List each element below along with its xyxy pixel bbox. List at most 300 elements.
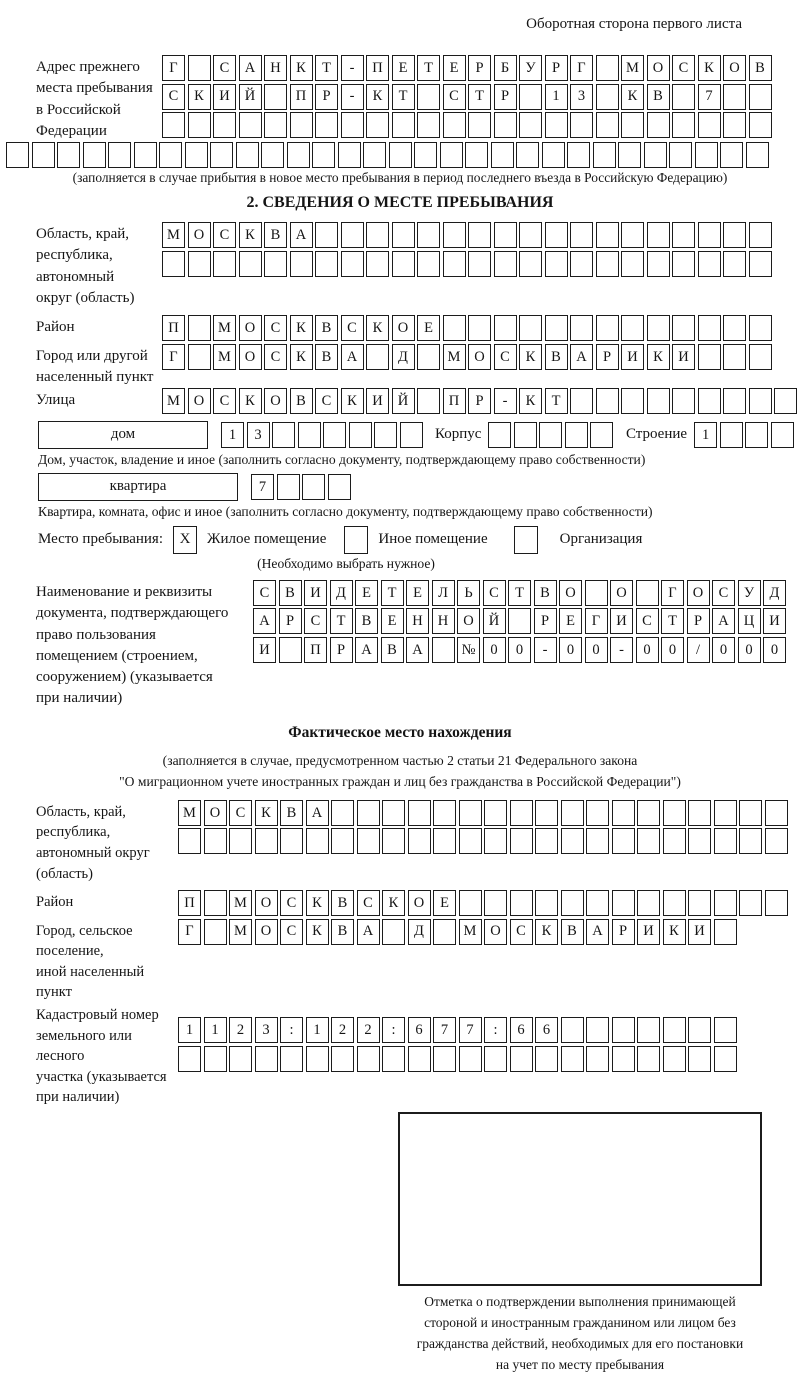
label-line: населенный пункт [36,369,154,386]
actual-district-row [178,890,790,916]
form-cell: О [255,890,278,916]
form-cell [590,422,613,448]
form-cell: Р [330,637,353,663]
form-cell: 1 [221,422,244,448]
form-cell [417,222,440,248]
form-cell [389,142,412,168]
form-cell: О [468,344,491,370]
form-cell [484,890,507,916]
form-cell [570,222,593,248]
form-cell: 0 [738,637,761,663]
form-cell [229,828,252,854]
form-cell [765,828,788,854]
form-cell [468,222,491,248]
form-cell [636,580,659,606]
form-cell [765,800,788,826]
region-row-2 [162,251,774,277]
form-cell [236,142,259,168]
form-cell [688,890,711,916]
form-cell: В [280,800,303,826]
form-cell: С [315,388,338,414]
form-cell [459,800,482,826]
stay-type-block [38,526,794,554]
form-cell: 7 [433,1017,456,1043]
street-row [162,388,800,414]
form-cell [714,919,737,945]
form-cell: А [290,222,313,248]
form-cell [596,55,619,81]
form-cell [382,828,405,854]
form-cell [357,800,380,826]
form-cell [695,142,718,168]
form-cell [688,800,711,826]
form-cell: С [636,608,659,634]
form-cell [510,890,533,916]
form-cell [561,1046,584,1072]
city-row [162,344,774,370]
form-cell: И [304,580,327,606]
option-residential-label: Жилое помещение [207,531,327,548]
district-label: Район [36,319,75,336]
house-note: Дом, участок, владение и иное (заполнить согласно документу, подтверждающему право собственности) [38,451,646,467]
form-cell [698,388,721,414]
form-cell [647,112,670,138]
korpus-label: Корпус [435,426,482,443]
form-cell [749,251,772,277]
actual-city-label [6,919,178,1003]
form-cell [749,344,772,370]
label-line: Город, сельское поселение, [36,922,133,960]
form-cell: И [253,637,276,663]
form-cell: К [290,55,313,81]
prev-address-label [6,55,162,142]
form-cell: Г [162,344,185,370]
form-cell [612,890,635,916]
form-cell: Г [661,580,684,606]
form-cell [647,315,670,341]
form-cell [134,142,157,168]
form-cell [535,800,558,826]
form-cell [264,84,287,110]
document-row-1 [253,580,789,606]
district-block [6,315,794,344]
form-cell [488,422,511,448]
form-cell [586,890,609,916]
form-cell: В [381,637,404,663]
form-cell [723,315,746,341]
label-line: сооружением) (указывается [36,669,213,686]
form-cell: Г [178,919,201,945]
form-cell: / [687,637,710,663]
form-cell: А [355,637,378,663]
form-cell [357,828,380,854]
form-cell [545,251,568,277]
form-cell [535,890,558,916]
form-cell: О [392,315,415,341]
form-cell: 0 [712,637,735,663]
form-cell [331,828,354,854]
label-line: Адрес прежнего [36,59,140,75]
option-organization-label: Организация [559,531,643,548]
form-cell: 6 [510,1017,533,1043]
form-cell [745,422,768,448]
form-cell [698,112,721,138]
form-cell: Р [545,55,568,81]
form-cell: П [443,388,466,414]
form-cell: С [162,84,185,110]
form-cell [621,112,644,138]
form-cell [535,1046,558,1072]
form-cell [494,315,517,341]
cadastre-block [6,1003,794,1108]
form-cell [672,315,695,341]
actual-region-row-2 [178,828,790,854]
form-cell [178,1046,201,1072]
form-cell [239,251,262,277]
form-cell [596,315,619,341]
form-cell: О [687,580,710,606]
form-cell [366,112,389,138]
form-cell: К [255,800,278,826]
label-line: в Российской [36,101,121,118]
form-cell [32,142,55,168]
form-cell: А [306,800,329,826]
note-line: (заполняется в случае, предусмотренном частью 2 статьи 21 Федерального закона [162,752,638,768]
form-cell [298,422,321,448]
form-cell [519,222,542,248]
apartment-box-label: квартира [38,473,238,501]
form-cell [561,800,584,826]
form-cell [663,890,686,916]
form-cell [459,1046,482,1072]
form-cell: А [712,608,735,634]
form-cell [621,222,644,248]
form-cell: - [610,637,633,663]
form-cell: М [213,344,236,370]
form-cell: О [559,580,582,606]
form-cell [637,828,660,854]
label-line: документа, подтверждающего [36,605,229,622]
form-cell: Т [330,608,353,634]
form-cell [714,1017,737,1043]
form-cell: К [519,388,542,414]
form-cell [596,84,619,110]
form-cell [108,142,131,168]
form-cell [264,251,287,277]
form-cell [363,142,386,168]
form-cell: П [162,315,185,341]
form-cell [774,388,797,414]
form-cell [459,890,482,916]
form-cell [618,142,641,168]
form-cell: В [315,344,338,370]
form-cell [264,112,287,138]
page-side-note: Оборотная сторона первого листа [526,16,742,32]
form-cell [570,315,593,341]
form-cell [637,890,660,916]
form-cell [570,251,593,277]
form-cell [698,251,721,277]
form-cell: П [366,55,389,81]
form-cell [539,422,562,448]
form-cell: К [188,84,211,110]
actual-region-label [6,800,178,884]
form-cell: А [406,637,429,663]
form-cell [443,251,466,277]
form-cell: С [264,344,287,370]
form-cell [647,251,670,277]
form-cell: В [331,919,354,945]
form-cell: М [443,344,466,370]
form-cell: И [366,388,389,414]
form-cell [432,637,455,663]
form-cell [374,422,397,448]
form-cell: М [229,919,252,945]
form-cell [465,142,488,168]
form-cell [723,388,746,414]
form-cell [714,828,737,854]
form-cell: 1 [306,1017,329,1043]
form-cell [229,1046,252,1072]
form-cell [519,251,542,277]
form-cell: 3 [255,1017,278,1043]
form-cell [382,800,405,826]
section2-title: 2. СВЕДЕНИЯ О МЕСТЕ ПРЕБЫВАНИЯ [246,194,554,212]
form-cell: К [698,55,721,81]
form-cell [306,1046,329,1072]
actual-region-row-1 [178,800,790,826]
caption-line: гражданства действий, необходимых для его постановки [416,1335,744,1351]
form-cell [637,1046,660,1072]
form-cell [162,251,185,277]
form-cell [669,142,692,168]
form-cell: А [253,608,276,634]
form-cell: О [408,890,431,916]
form-cell [188,315,211,341]
form-cell [672,222,695,248]
form-cell [771,422,794,448]
stamp-block [6,1112,794,1376]
checkbox-other-premises [344,526,368,554]
form-cell: № [457,637,480,663]
form-cell [338,142,361,168]
form-cell [162,112,185,138]
form-cell: И [672,344,695,370]
form-cell [302,474,325,500]
form-cell [443,112,466,138]
form-cell [331,800,354,826]
form-cell: Й [392,388,415,414]
form-cell: В [290,388,313,414]
actual-region-block [6,800,794,884]
form-cell [672,84,695,110]
checkbox-organization [514,526,538,554]
form-cell [484,1046,507,1072]
form-cell: К [290,315,313,341]
form-cell: К [306,919,329,945]
form-cell: Р [687,608,710,634]
form-cell: В [749,55,772,81]
form-cell [366,222,389,248]
form-cell [272,422,295,448]
form-cell [433,919,456,945]
form-cell [672,251,695,277]
form-cell: Е [381,608,404,634]
label-line: право пользования [36,626,156,643]
form-cell [494,112,517,138]
form-cell: Т [468,84,491,110]
form-cell [178,828,201,854]
city-block [6,344,794,389]
form-cell [739,800,762,826]
form-cell [596,388,619,414]
form-cell: Р [534,608,557,634]
form-cell: Р [468,55,491,81]
form-cell [723,344,746,370]
form-cell: М [162,388,185,414]
form-cell: А [341,344,364,370]
form-cell: 7 [459,1017,482,1043]
form-cell: Д [763,580,786,606]
form-cell: М [162,222,185,248]
form-cell: Р [468,388,491,414]
form-cell [213,251,236,277]
form-cell [723,112,746,138]
actual-city-block [6,919,794,1003]
form-cell [491,142,514,168]
form-cell [323,422,346,448]
prev-address-row-3 [162,112,774,138]
form-cell [188,55,211,81]
form-cell: К [621,84,644,110]
form-cell: Е [406,580,429,606]
form-cell: Е [417,315,440,341]
form-cell: В [331,890,354,916]
form-cell [468,251,491,277]
form-cell [417,344,440,370]
apartment-block [38,473,794,501]
form-cell [408,1046,431,1072]
form-cell [698,315,721,341]
label-line: республика, [36,247,113,264]
label-line: Кадастровый номер [36,1007,159,1023]
form-cell [188,251,211,277]
form-cell: С [357,890,380,916]
form-cell: Д [392,344,415,370]
form-cell: Р [596,344,619,370]
form-cell [545,315,568,341]
document-row-3 [253,637,789,663]
form-cell: М [229,890,252,916]
form-cell: К [663,919,686,945]
cadastre-row-1 [178,1017,739,1043]
form-cell [341,222,364,248]
form-cell: С [213,222,236,248]
form-cell [545,112,568,138]
form-cell [408,828,431,854]
form-cell: М [621,55,644,81]
form-cell [468,112,491,138]
form-cell: П [290,84,313,110]
label-line: Область, край, [36,803,126,820]
form-cell: 6 [408,1017,431,1043]
form-cell [586,828,609,854]
label-line: Город или другой [36,347,148,364]
form-cell: О [188,388,211,414]
form-cell: 1 [204,1017,227,1043]
form-cell [739,890,762,916]
city-label [6,344,162,389]
form-cell [519,315,542,341]
form-cell [468,315,491,341]
form-cell: К [366,84,389,110]
form-cell [688,828,711,854]
form-cell [593,142,616,168]
form-cell [382,919,405,945]
form-cell: Й [483,608,506,634]
label-line: земельного или лесного [36,1027,132,1065]
form-cell: С [341,315,364,341]
form-cell: 0 [661,637,684,663]
document-block [6,580,794,710]
form-cell [433,828,456,854]
form-cell [663,828,686,854]
street-label: Улица [36,392,76,409]
form-cell [279,637,302,663]
document-label [6,580,253,710]
form-cell: К [290,344,313,370]
checkbox-residential: X [173,526,197,554]
label-line: Область, край, [36,226,130,243]
form-cell: И [688,919,711,945]
form-cell [519,84,542,110]
form-cell [414,142,437,168]
form-cell [213,112,236,138]
form-cell: Ь [457,580,480,606]
form-cell [672,388,695,414]
form-cell: К [306,890,329,916]
form-cell [612,1046,635,1072]
form-cell [698,222,721,248]
stay-type-label: Место пребывания: [38,531,163,548]
document-row-2 [253,608,789,634]
district-row [162,315,774,341]
form-cell [315,112,338,138]
form-cell: 7 [251,474,274,500]
form-cell [567,142,590,168]
form-cell: О [188,222,211,248]
form-cell: С [443,84,466,110]
form-cell: Р [612,919,635,945]
form-cell [612,1017,635,1043]
prev-address-row-1 [162,55,774,81]
form-cell: Т [508,580,531,606]
cadastre-row-2 [178,1046,739,1072]
form-cell [204,828,227,854]
form-cell [484,800,507,826]
form-cell [255,828,278,854]
label-line: Наименование и реквизиты [36,583,213,600]
region-label [6,222,162,309]
caption-line: на учет по месту пребывания [495,1356,665,1372]
form-cell [392,112,415,138]
label-line: округ (область) [36,290,135,307]
korpus-boxes [488,422,616,448]
cadastre-label [6,1003,178,1108]
form-cell: Д [408,919,431,945]
form-cell: Т [417,55,440,81]
form-cell [570,112,593,138]
